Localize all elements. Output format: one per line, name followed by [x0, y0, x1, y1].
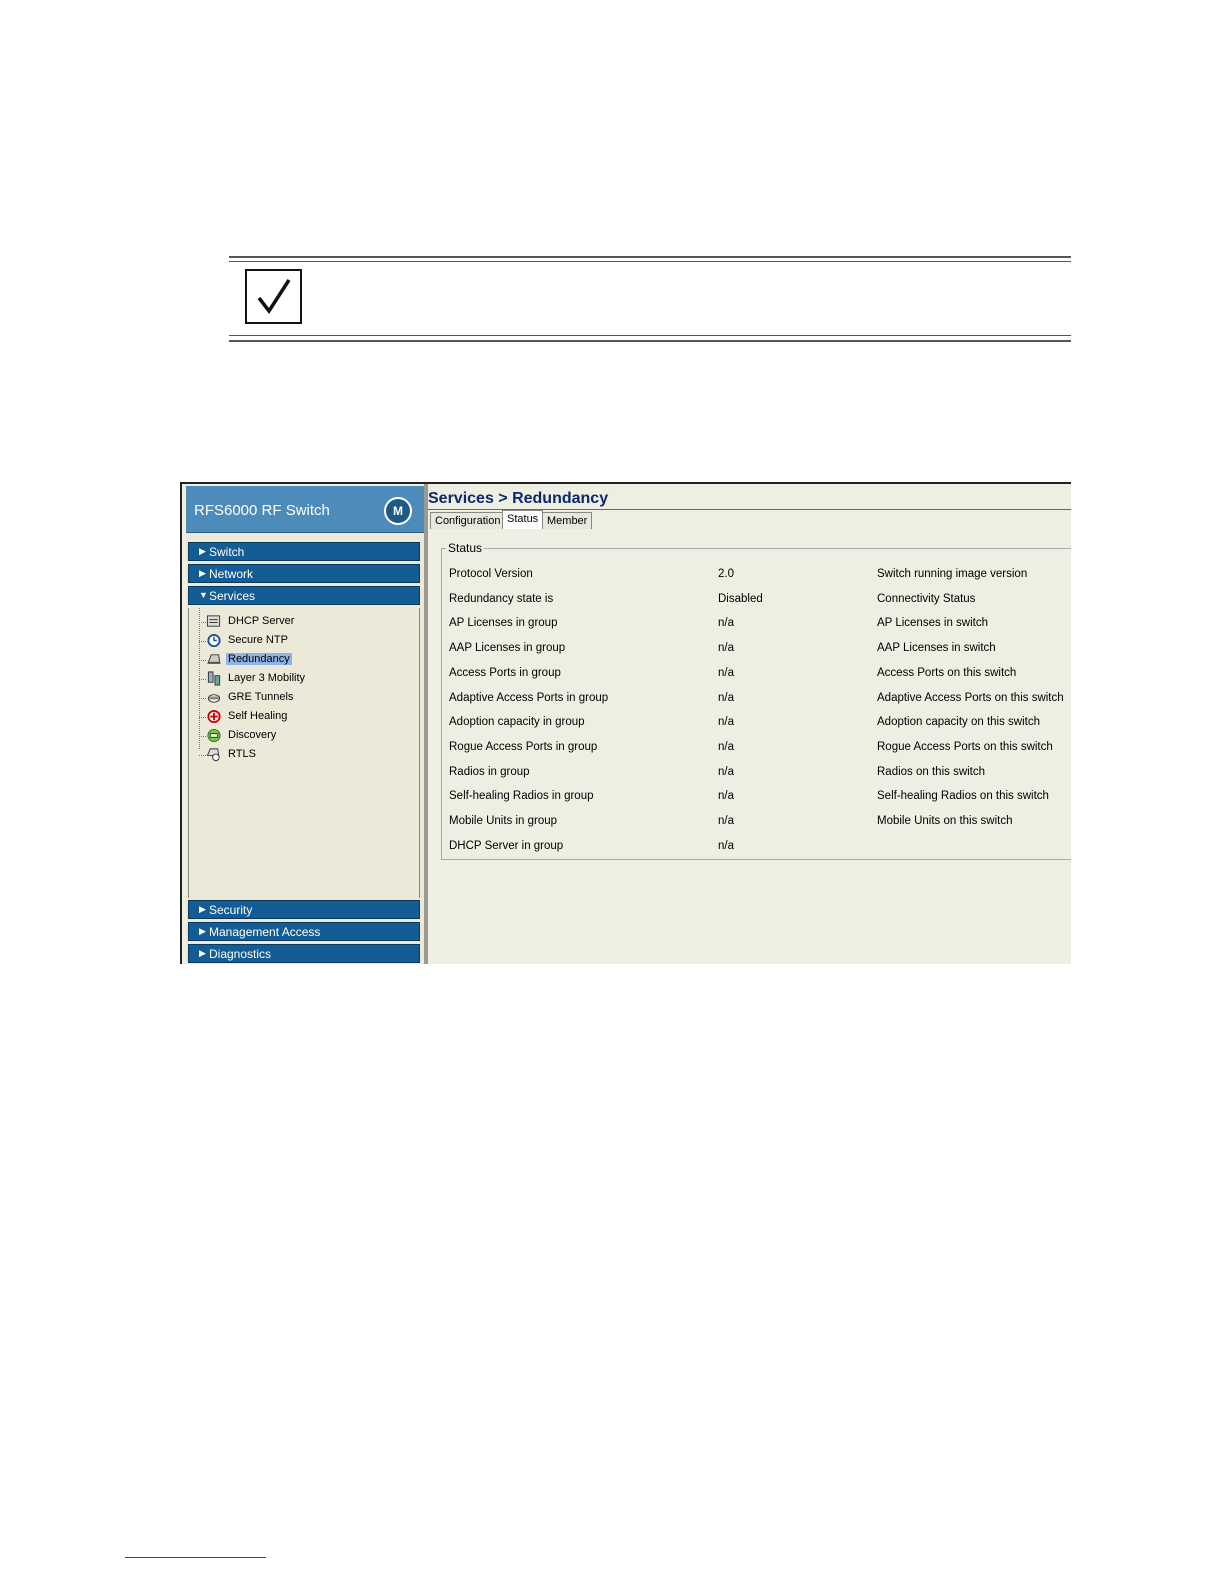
tree-item-label: Discovery — [228, 729, 277, 741]
status-label: DHCP Server in group — [449, 839, 564, 852]
switch-status-label: Connectivity Status — [877, 592, 976, 605]
tab-status[interactable]: Status — [502, 510, 543, 529]
tree-item-label: Layer 3 Mobility — [228, 672, 306, 684]
tree-branch — [199, 755, 206, 756]
arrow-right-icon: ▶ — [199, 948, 206, 958]
nav-section-network[interactable] — [188, 564, 420, 583]
brand-title: RFS6000 RF Switch — [194, 502, 330, 519]
nav-section-services[interactable] — [188, 586, 420, 605]
status-value: n/a — [718, 790, 734, 803]
arrow-right-icon: ▶ — [199, 546, 206, 556]
switch-status-label: AP Licenses in switch — [877, 617, 989, 630]
nav-section-security[interactable] — [188, 900, 420, 919]
status-label: AAP Licenses in group — [449, 642, 566, 655]
status-label: AP Licenses in group — [449, 617, 558, 630]
status-label: Rogue Access Ports in group — [449, 740, 598, 753]
tree-branch — [199, 736, 206, 737]
switch-status-label: Rogue Access Ports on this switch — [877, 740, 1053, 753]
switch-status-label: Mobile Units on this switch — [877, 815, 1013, 827]
status-value: 2.0 — [718, 568, 734, 580]
switch-status-label: Adoption capacity on this switch — [877, 716, 1041, 729]
tree-branch — [199, 622, 206, 623]
note-bottom-rule-thin — [229, 335, 1071, 336]
arrow-down-icon: ▼ — [199, 590, 208, 600]
status-value: n/a — [718, 740, 734, 753]
status-value: n/a — [718, 617, 734, 630]
checkmark-icon — [245, 269, 302, 324]
tree-item-label: Redundancy — [228, 653, 290, 665]
nav-section-label: Switch — [209, 545, 245, 559]
status-value: n/a — [718, 815, 734, 827]
nav-section-label: Network — [209, 567, 254, 581]
services-tree — [188, 608, 420, 898]
tree-branch — [199, 717, 206, 718]
dhcp-server-icon — [206, 614, 222, 629]
status-value: n/a — [718, 642, 734, 655]
status-label: Redundancy state is — [449, 592, 554, 605]
status-value: n/a — [718, 691, 734, 704]
status-label: Mobile Units in group — [449, 815, 558, 827]
tree-branch — [199, 641, 206, 642]
tree-branch — [199, 679, 206, 680]
tree-item-label: RTLS — [228, 748, 256, 760]
status-label: Access Ports in group — [449, 666, 561, 679]
switch-status-label: Radios on this switch — [877, 765, 986, 778]
nav-section-switch[interactable] — [188, 542, 420, 561]
status-label: Adoption capacity in group — [449, 716, 585, 729]
arrow-right-icon: ▶ — [199, 926, 206, 936]
switch-status-label: AAP Licenses in switch — [877, 642, 996, 655]
motorola-logo-icon: M — [384, 497, 412, 525]
note-top-rule — [229, 256, 1071, 258]
nav-section-label: Management Access — [209, 925, 321, 939]
tunnel-icon — [206, 690, 222, 705]
switch-status-label: Self-healing Radios on this switch — [877, 790, 1049, 803]
tree-branch — [199, 660, 206, 661]
brand-bar — [186, 486, 424, 533]
status-label: Self-healing Radios in group — [449, 790, 594, 803]
arrow-right-icon: ▶ — [199, 568, 206, 578]
status-value: Disabled — [718, 592, 763, 605]
self-healing-icon — [206, 709, 222, 724]
app-window — [180, 482, 1071, 964]
status-group-title: Status — [448, 541, 483, 555]
redundancy-icon — [206, 652, 222, 667]
status-value: n/a — [718, 666, 734, 679]
nav-section-diagnostics[interactable] — [188, 944, 420, 963]
switch-status-label: Adaptive Access Ports on this switch — [877, 691, 1064, 704]
discovery-icon — [206, 728, 222, 743]
status-label: Protocol Version — [449, 568, 533, 580]
nav-section-label: Services — [209, 589, 256, 603]
switch-status-label: Access Ports on this switch — [877, 666, 1017, 679]
content-pane — [428, 484, 1071, 964]
switch-status-label: Switch running image version — [877, 568, 1028, 580]
nav-section-label: Diagnostics — [209, 947, 272, 961]
arrow-right-icon: ▶ — [199, 904, 206, 914]
tree-item-label: GRE Tunnels — [228, 691, 294, 703]
status-value: n/a — [718, 716, 734, 729]
status-value: n/a — [718, 765, 734, 778]
tree-item-label: DHCP Server — [228, 615, 295, 627]
nav-section-management-access[interactable] — [188, 922, 420, 941]
status-label: Radios in group — [449, 765, 530, 778]
clock-icon — [206, 633, 222, 648]
note-bottom-rule — [229, 340, 1071, 342]
tab-member[interactable]: Member — [542, 512, 592, 529]
footnote-rule — [125, 1557, 266, 1558]
tab-configuration[interactable]: Configuration — [430, 512, 505, 529]
nav-section-label: Security — [209, 903, 253, 917]
tree-branch — [199, 698, 206, 699]
rtls-icon — [206, 747, 222, 762]
sidebar — [186, 486, 424, 964]
note-top-rule-thin — [229, 261, 1071, 262]
status-label: Adaptive Access Ports in group — [449, 691, 609, 704]
mobility-icon — [206, 671, 222, 686]
breadcrumb: Services > Redundancy — [428, 490, 609, 507]
tree-item-label: Self Healing — [228, 710, 288, 722]
status-value: n/a — [718, 839, 734, 852]
tree-item-label: Secure NTP — [228, 634, 288, 646]
